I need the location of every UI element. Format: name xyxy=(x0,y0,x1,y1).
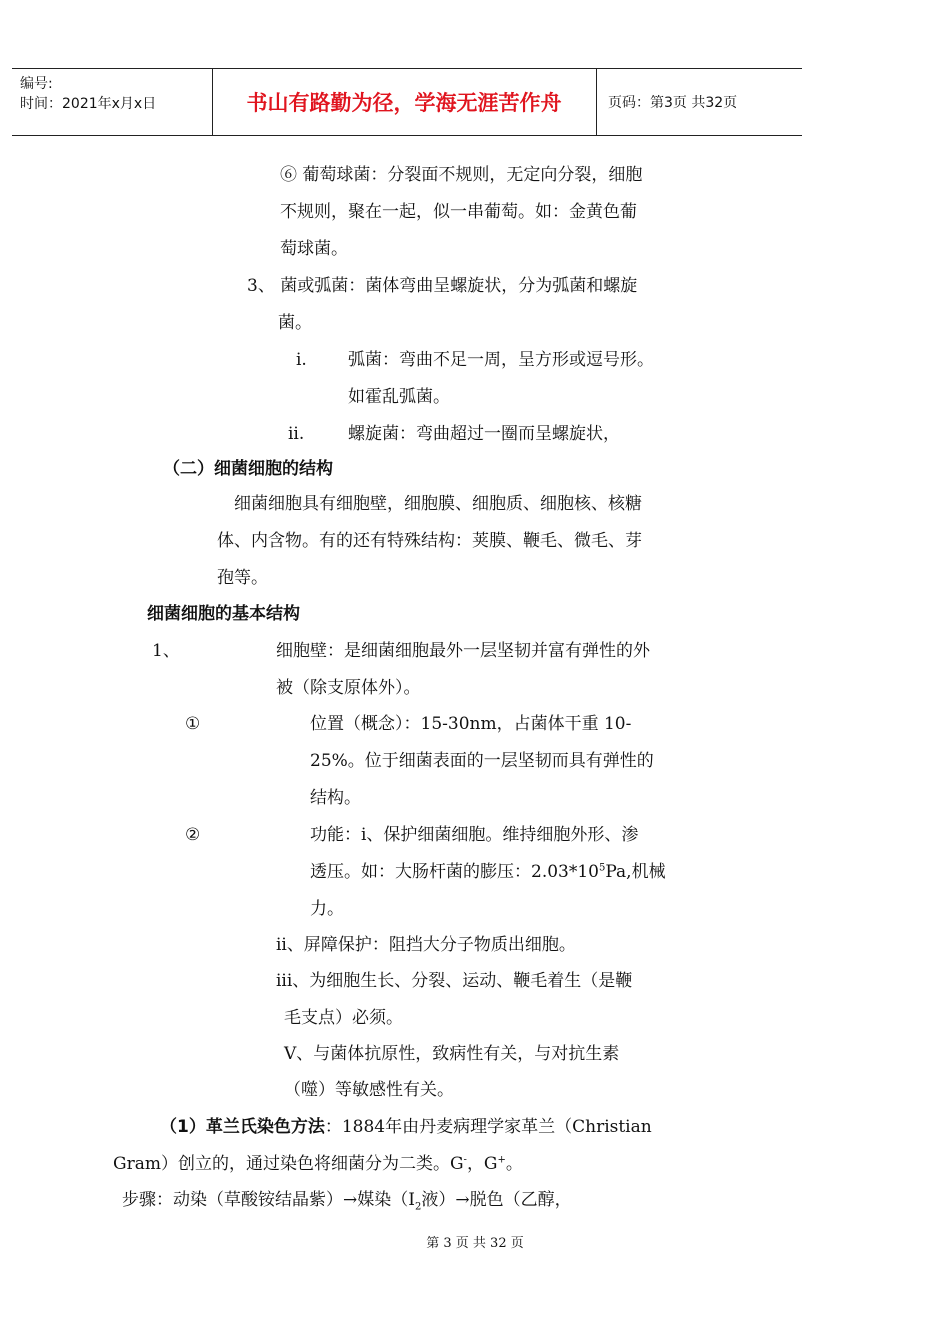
page-header xyxy=(12,68,802,136)
text-line: iii、为细胞生长、分裂、运动、鞭毛着生（是鞭 xyxy=(276,971,633,991)
list-marker: i. xyxy=(296,350,307,370)
text-line xyxy=(310,862,666,882)
text-line: 毛支点）必须。 xyxy=(284,1008,403,1028)
text-line: 不规则，聚在一起，似一串葡萄。如：金黄色葡 xyxy=(280,202,637,222)
text-run: Pa,机械 xyxy=(605,862,666,882)
header-page-number: 页码：第3页 共32页 xyxy=(608,95,738,111)
header-meta-cell xyxy=(12,69,213,135)
text-line: 弧菌：弯曲不足一周，呈方形或逗号形。 xyxy=(348,350,654,370)
list-marker: ① xyxy=(185,714,201,734)
text-line: 3、 菌或弧菌：菌体弯曲呈螺旋状，分为弧菌和螺旋 xyxy=(247,276,638,296)
text-line: ii、屏障保护：阻挡大分子物质出细胞。 xyxy=(276,935,576,955)
text-run: 透压。如：大肠杆菌的膨压：2.03*10 xyxy=(310,862,599,882)
text-line: 萄球菌。 xyxy=(280,239,348,259)
superscript: + xyxy=(497,1154,506,1166)
text-line: 力。 xyxy=(310,899,344,919)
text-line: 体、内含物。有的还有特殊结构：荚膜、鞭毛、微毛、芽 xyxy=(217,531,642,551)
text-run: ，G xyxy=(466,1154,498,1174)
page-footer: 第 3 页 共 32 页 xyxy=(426,1236,524,1251)
text-run: 液）→脱色（乙醇， xyxy=(421,1190,572,1210)
superscript: 5 xyxy=(598,862,606,874)
text-run: 步骤：动染（草酸铵结晶紫）→媒染（I xyxy=(122,1190,415,1210)
subscript: 2 xyxy=(414,1201,422,1213)
text-run: 。 xyxy=(505,1154,523,1174)
document-number-label: 编号: xyxy=(20,76,53,92)
section-heading: 细菌细胞的基本结构 xyxy=(147,604,300,624)
text-line: 细菌细胞具有细胞壁，细胞膜、细胞质、细胞核、核糖 xyxy=(234,494,642,514)
text-line: 被（除支原体外）。 xyxy=(276,678,421,698)
list-marker: ② xyxy=(185,825,201,845)
text-line xyxy=(160,1117,652,1137)
list-marker: 1、 xyxy=(152,641,180,661)
text-line: 功能：i、保护细菌细胞。维持细胞外形、渗 xyxy=(310,825,639,845)
text-line: 螺旋菌：弯曲超过一圈而呈螺旋状， xyxy=(348,424,620,444)
text-line: 结构。 xyxy=(310,788,361,808)
text-line: 菌。 xyxy=(278,313,312,333)
text-line: 细胞壁：是细菌细胞最外一层坚韧并富有弹性的外 xyxy=(276,641,650,661)
text-line: 孢等。 xyxy=(217,568,268,588)
header-page-cell xyxy=(596,69,802,135)
list-marker: ii. xyxy=(288,424,305,444)
text-line: 25%。位于细菌表面的一层坚韧而具有弹性的 xyxy=(310,751,654,771)
text-line: （噬）等敏感性有关。 xyxy=(284,1080,454,1100)
text-run: Gram）创立的，通过染色将细菌分为二类。G xyxy=(113,1154,464,1174)
text-line xyxy=(113,1154,523,1174)
text-line: V、与菌体抗原性，致病性有关，与对抗生素 xyxy=(284,1044,620,1064)
superscript: - xyxy=(463,1154,467,1166)
bold-term: （1）革兰氏染色方法 xyxy=(160,1117,325,1137)
section-heading: （二）细菌细胞的结构 xyxy=(163,459,333,479)
text-line: 位置（概念）：15-30nm，占菌体干重 10- xyxy=(310,714,632,734)
text-line xyxy=(122,1190,572,1213)
document-date-label: 时间：2021年x月x日 xyxy=(20,96,157,112)
header-motto: 书山有路勤为径，学海无涯苦作舟 xyxy=(212,69,597,135)
text-run: ：1884年由丹麦病理学家革兰（Christian xyxy=(324,1117,652,1137)
text-line: ⑥ 葡萄球菌：分裂面不规则，无定向分裂，细胞 xyxy=(280,165,643,185)
text-line: 如霍乱弧菌。 xyxy=(348,387,450,407)
